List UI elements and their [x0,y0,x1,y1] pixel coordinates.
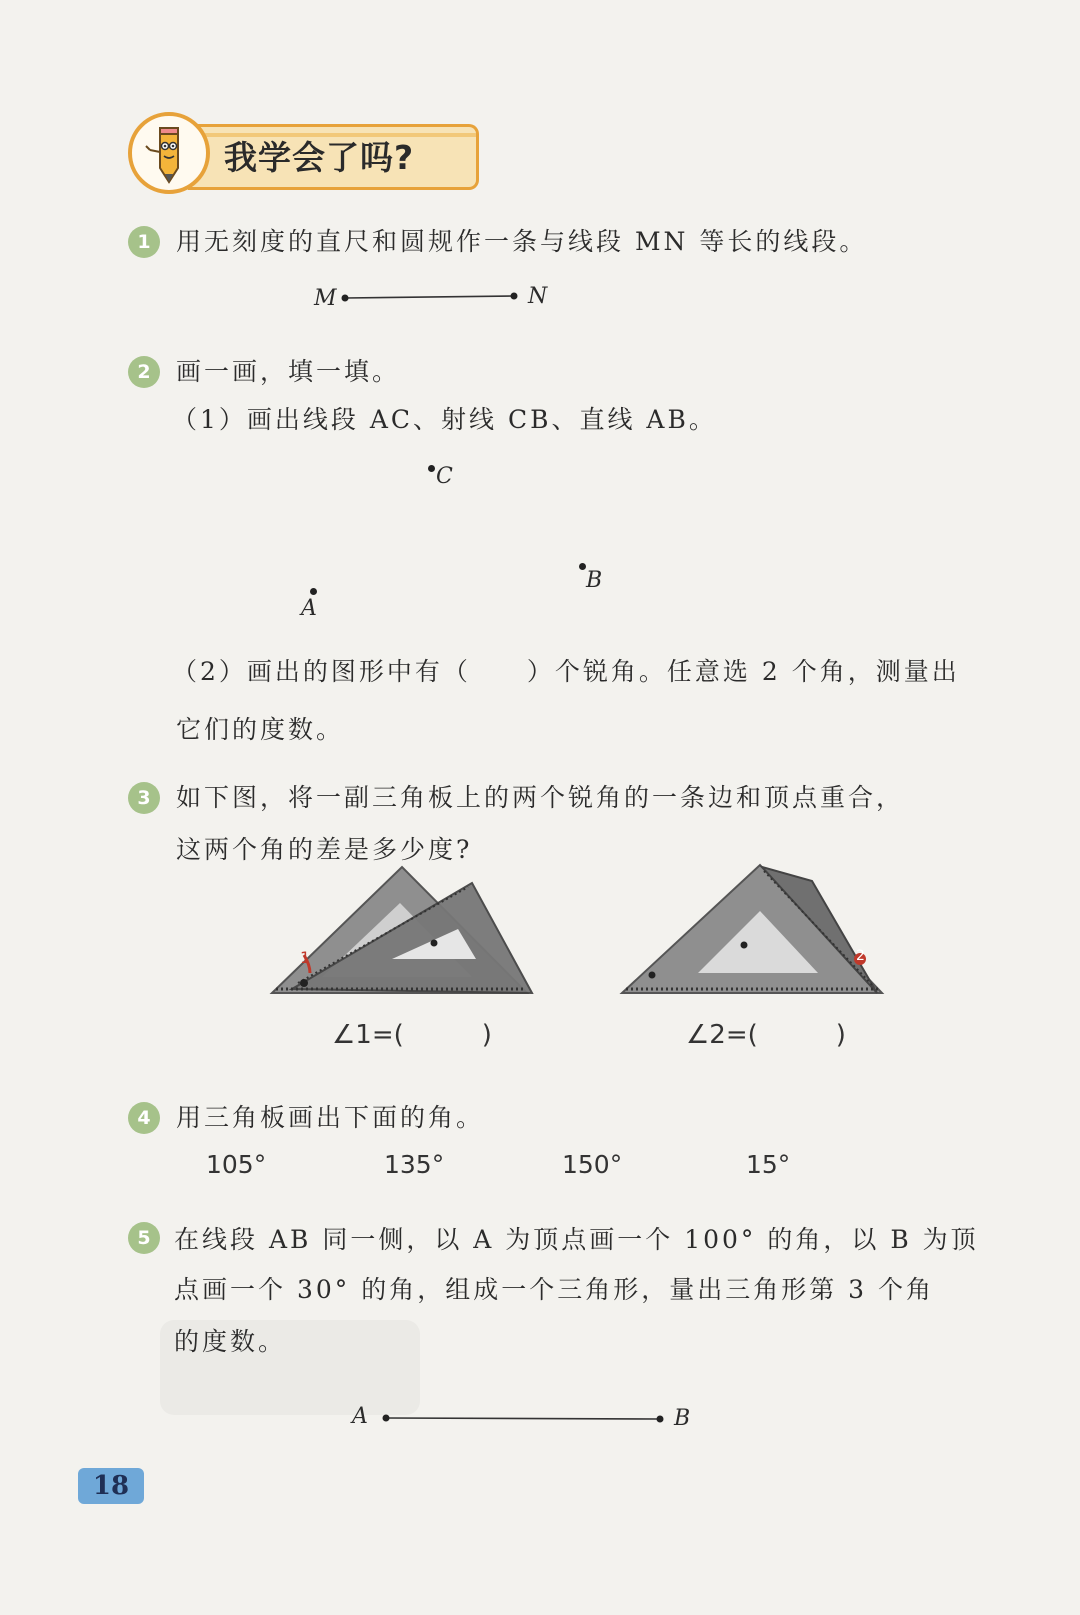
question-number-5: 5 [128,1222,160,1254]
question-1-text: 用无刻度的直尺和圆规作一条与线段 MN 等长的线段。 [176,227,868,256]
question-2-part-2-line-2: 它们的度数。 [176,715,345,744]
angle-value: 135° [384,1150,445,1179]
question-3-line-1: 如下图，将一副三角板上的两个锐角的一条边和顶点重合， [176,783,905,812]
angle-mark-1: 1 [300,948,311,967]
question-5-line-3: 的度数。 [174,1327,287,1356]
angle-mark-2: 2 [856,948,865,964]
point-a [310,588,317,595]
header-title: 我学会了吗? [224,138,415,177]
point-label-b: B [586,568,603,593]
point-label-n: N [528,284,548,309]
segment-mn [340,290,530,304]
question-3-line-2: 这两个角的差是多少度? [176,835,473,864]
set-square-diagram-1 [262,855,552,1005]
question-number-4: 4 [128,1102,160,1134]
angle-1-answer: ∠1=( ) [332,1020,492,1050]
question-number-3: 3 [128,782,160,814]
question-2-text: 画一画，填一填。 [176,357,401,386]
set-square-diagram-2 [612,855,902,1005]
question-number-2: 2 [128,356,160,388]
segment-ab [380,1410,670,1426]
section-header [128,112,478,194]
page-number: 18 [78,1468,144,1504]
point-label-m: M [314,286,337,311]
point-label-c: C [436,464,453,489]
angle-value: 150° [562,1150,623,1179]
angle-2-answer: ∠2=( ) [686,1020,846,1050]
question-4-text: 用三角板画出下面的角。 [176,1103,485,1132]
question-number-1: 1 [128,226,160,258]
question-5-line-2: 点画一个 30° 的角，组成一个三角形，量出三角形第 3 个角 [174,1275,935,1304]
point-label-a-5: A [352,1404,368,1429]
question-2-part-1: （1）画出线段 AC、射线 CB、直线 AB。 [172,405,717,434]
question-5-line-1: 在线段 AB 同一侧，以 A 为顶点画一个 100° 的角，以 B 为顶 [174,1225,979,1254]
point-c [428,465,435,472]
angle-value: 15° [746,1150,791,1179]
point-label-a: A [301,596,317,621]
question-2-part-2-line-1: （2）画出的图形中有（ ）个锐角。任意选 2 个角，测量出 [172,657,960,686]
pencil-mascot-icon [128,112,210,194]
point-b [579,563,586,570]
point-label-b-5: B [674,1406,691,1431]
angle-value: 105° [206,1150,267,1179]
